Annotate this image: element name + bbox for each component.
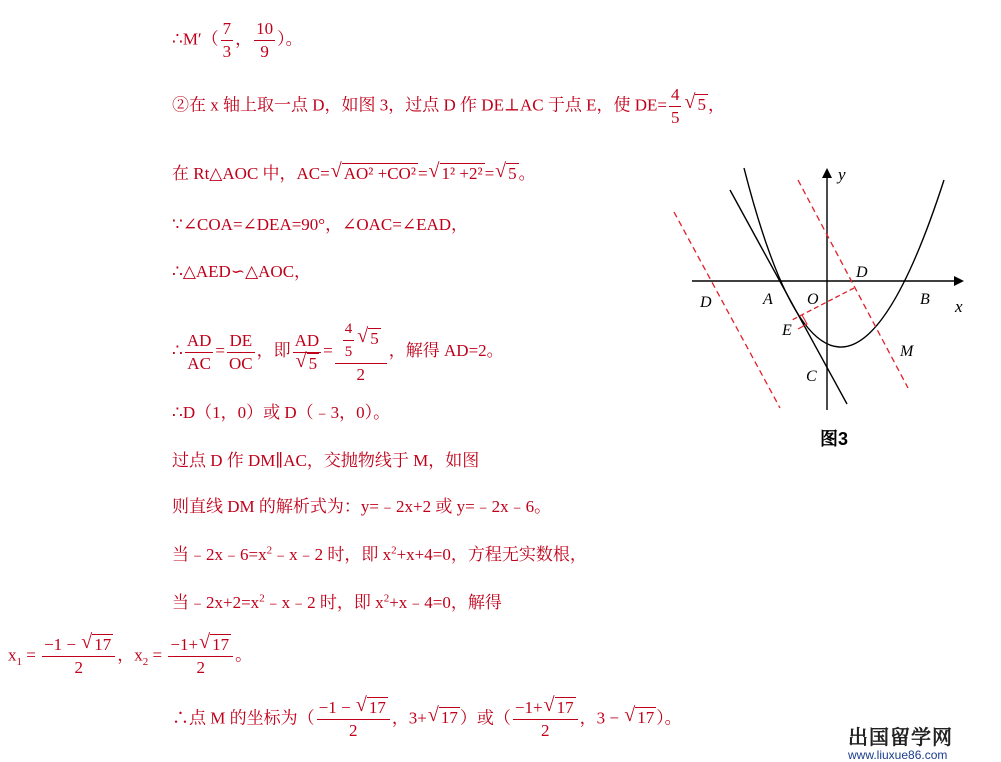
- text: ，: [707, 95, 725, 115]
- numerator: 7: [221, 18, 234, 41]
- text: ∴点 M 的坐标为（: [172, 708, 315, 728]
- label-e: E: [782, 322, 792, 339]
- radicand: 5: [508, 164, 517, 183]
- radicand: 17: [440, 708, 458, 728]
- sqrt: [331, 163, 418, 185]
- line-point-d: ∴D（1，0）或 D（﹣3，0）。: [172, 403, 391, 422]
- text: −1+: [170, 635, 199, 654]
- denominator: OC: [228, 353, 253, 373]
- denominator: 3: [222, 42, 232, 61]
- radicand: 1² +2²: [441, 164, 483, 183]
- subscript: 2: [142, 655, 149, 668]
- numerator: [317, 697, 390, 720]
- text: ∴M′（: [172, 29, 219, 49]
- figure-3-diagram: [672, 160, 972, 460]
- y-axis-arrow: [822, 168, 832, 178]
- sqrt: [296, 353, 320, 375]
- text: =: [148, 645, 167, 665]
- sqrt: [357, 328, 381, 350]
- text: x: [8, 645, 17, 665]
- dashed-line-left: [674, 212, 780, 408]
- denominator: 5: [670, 108, 680, 127]
- superscript: 2: [391, 544, 397, 557]
- radicand: 17: [94, 635, 112, 654]
- numerator: [168, 634, 233, 657]
- radicand: 5: [370, 329, 379, 349]
- sqrt: [495, 163, 519, 185]
- line-ac: [730, 190, 847, 404]
- label-b: B: [920, 291, 930, 308]
- fraction: [317, 697, 390, 742]
- denominator: 5: [344, 344, 353, 360]
- denominator: 2: [541, 721, 550, 740]
- line-case-2: [172, 592, 502, 614]
- line-m-prime: [172, 18, 303, 63]
- sqrt: [428, 707, 460, 729]
- line-take-point-d: [172, 84, 725, 129]
- dashed-de: [792, 288, 854, 320]
- radicand: AO² +CO²: [343, 164, 416, 183]
- denominator: [293, 353, 322, 375]
- radicand: 17: [556, 698, 574, 717]
- x-axis-arrow: [954, 276, 964, 286]
- line-dm-equation: 则直线 DM 的解析式为：y=﹣2x+2 或 y=﹣2x﹣6。: [172, 497, 552, 516]
- line-rt-aoc: [172, 163, 536, 185]
- dashed-line-right: [798, 180, 908, 388]
- radicand: 5: [308, 353, 318, 373]
- fraction: [42, 634, 115, 679]
- text: ，解得 AD=2。: [388, 340, 504, 360]
- sqrt: [199, 634, 231, 656]
- fraction: [254, 18, 275, 63]
- text: ，3 −: [579, 708, 624, 728]
- label-o: O: [807, 291, 819, 308]
- text: ，即: [256, 340, 291, 360]
- sqrt: [81, 634, 113, 656]
- watermark: [848, 721, 998, 762]
- fraction: [343, 318, 355, 363]
- superscript: 2: [259, 592, 265, 605]
- fraction: [513, 697, 578, 742]
- label-d-right: D: [856, 264, 868, 281]
- denominator: AC: [187, 353, 211, 373]
- fraction: [335, 318, 387, 386]
- numerator: [335, 318, 387, 364]
- text: ，x: [117, 645, 143, 665]
- numerator: 4: [669, 84, 682, 107]
- label-y: y: [838, 165, 846, 184]
- text: =: [417, 164, 428, 183]
- denominator: 2: [196, 658, 205, 677]
- line-case-1: [172, 544, 587, 566]
- radicand: 17: [637, 708, 655, 728]
- watermark-url: www.liuxue86.com: [848, 748, 948, 762]
- superscript: 2: [266, 544, 273, 557]
- numerator: [513, 697, 578, 720]
- sqrt: [356, 697, 388, 719]
- text: ，: [235, 29, 253, 49]
- line-m-coordinates: [172, 697, 682, 742]
- radicand: 17: [212, 635, 230, 654]
- text: −1 −: [318, 698, 355, 717]
- text: ﹣x﹣2 时，即 x: [264, 593, 384, 612]
- radicand: 17: [368, 698, 386, 717]
- denominator: 2: [74, 658, 83, 677]
- label-c: C: [806, 368, 817, 385]
- text: =: [22, 645, 41, 665]
- text: +x﹣4=0，解得: [389, 593, 502, 612]
- watermark-title: 出国留学网: [848, 727, 953, 749]
- denominator: 2: [356, 365, 366, 384]
- numerator: AD: [185, 330, 214, 353]
- numerator: [42, 634, 115, 657]
- text: ）。: [277, 29, 303, 49]
- text: −1+: [514, 698, 543, 717]
- fraction: [669, 84, 682, 129]
- text: ）或（: [459, 708, 511, 728]
- denominator: 9: [260, 42, 269, 61]
- parabola: [744, 168, 944, 347]
- text: ，3+: [391, 708, 427, 728]
- line-roots: [8, 634, 252, 679]
- fraction: [185, 330, 214, 375]
- text: 当﹣2x﹣6=x: [172, 545, 267, 564]
- subscript: 1: [16, 655, 22, 668]
- text: =: [484, 164, 495, 183]
- line-similar-triangles: ∴△AED∽△AOC，: [172, 262, 312, 281]
- denominator: 2: [348, 721, 358, 740]
- text: =: [215, 340, 225, 360]
- text: +x+4=0，方程无实数根，: [396, 545, 587, 564]
- line-draw-dm: 过点 D 作 DM∥AC，交抛物线于 M，如图: [172, 451, 480, 470]
- text: ②在 x 轴上取一点 D，如图 3，过点 D 作 DE⊥AC 于点 E，使 DE=: [172, 95, 667, 115]
- line-because-angles: ∵∠COA=∠DEA=90°，∠OAC=∠EAD，: [172, 215, 469, 234]
- fraction: [293, 330, 322, 375]
- line-ratio: [172, 318, 504, 386]
- label-d-left: D: [700, 294, 712, 311]
- fraction: [168, 634, 233, 679]
- text: ∴: [172, 340, 183, 360]
- text: 在 Rt△AOC 中，AC=: [172, 164, 330, 183]
- label-a: A: [763, 291, 773, 308]
- text: −1 −: [44, 635, 81, 654]
- text: 。: [518, 164, 536, 183]
- sqrt: [684, 94, 708, 116]
- fraction: [227, 330, 255, 375]
- fraction: [221, 18, 234, 63]
- text: ﹣x﹣2 时，即 x: [272, 545, 392, 564]
- numerator: 4: [343, 318, 355, 341]
- figure-caption: 图3: [820, 429, 849, 449]
- sqrt: [544, 697, 576, 719]
- text: 当﹣2x+2=x: [172, 593, 260, 612]
- radicand: 5: [697, 95, 706, 115]
- numerator: DE: [227, 330, 255, 353]
- numerator: AD: [293, 330, 322, 353]
- superscript: 2: [383, 592, 390, 605]
- text: =: [323, 340, 333, 360]
- sqrt: [429, 163, 485, 185]
- label-x: x: [955, 297, 963, 316]
- text: 。: [235, 645, 253, 665]
- text: ）。: [656, 708, 682, 728]
- label-m: M: [900, 343, 914, 360]
- sqrt: [624, 707, 656, 729]
- numerator: 10: [254, 18, 275, 41]
